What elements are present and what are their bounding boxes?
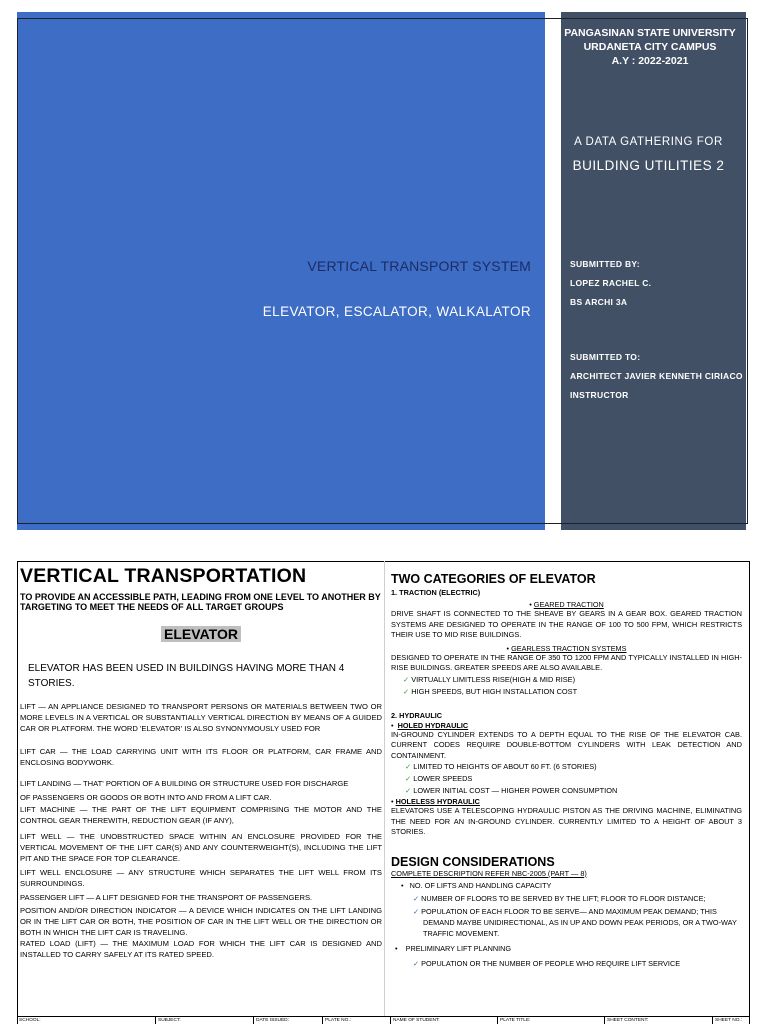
instructor-name: ARCHITECT JAVIER KENNETH CIRIACO	[570, 371, 743, 381]
strip-student-name: NAME OF STUDENT:	[393, 1018, 440, 1023]
definition-landing-2: OF PASSENGERS OR GOODS OR BOTH INTO AND FROM A LIFT CAR.	[20, 793, 272, 802]
instructor-role: INSTRUCTOR	[570, 390, 629, 400]
geared-label: GEARED TRACTION	[533, 600, 604, 609]
holeless-label-row: • HOLELESS HYDRAULIC	[391, 797, 480, 806]
definition-landing-1: LIFT LANDING — THAT' PORTION OF A BUILDING OR STRUCTURE USED FOR DISCHARGE	[20, 779, 349, 788]
strip-date-issued: DATE ISSUED:	[256, 1018, 289, 1023]
check-icon: ✓	[405, 774, 412, 783]
title-strip-line	[17, 1016, 750, 1017]
elevator-heading-wrap	[20, 626, 382, 644]
definition-lift: LIFT — AN APPLIANCE DESIGNED TO TRANSPORT PERSONS OR MATERIALS BETWEEN TWO OR MORE LEVELS IN A VERTICAL OR SUBSTANTIALLY VERTICAL DIRECTION BY MEANS OF A GUIDED CAR OR PLATFORM. THE WORD 'ELEVATOR' IS ALSO SYNONYMOUSLY USED FOR	[20, 702, 382, 733]
strip-separator	[497, 1016, 498, 1024]
definition-passenger-lift: PASSENGER LIFT — A LIFT DESIGNED FOR THE TRANSPORT OF PASSENGERS.	[20, 893, 313, 902]
definition-indicator: POSITION AND/OR DIRECTION INDICATOR — A DEVICE WHICH INDICATES ON THE LIFT LANDING OR IN THE LIFT CAR OR BOTH, THE POSITION OF CAR IN THE LIFT WELL OR THE DIRECTION OR BOTH IN WHICH THE LIFT CAR IS TRAVELING.	[20, 906, 382, 937]
strip-separator	[253, 1016, 254, 1024]
check-icon: ✓	[413, 893, 420, 903]
definition-well-enclosure: LIFT WELL ENCLOSURE — ANY STRUCTURE WHICH SEPARATES THE LIFT WELL FROM ITS SURROUNDINGS.	[20, 868, 382, 888]
definition-lift-car: LIFT CAR — THE LOAD CARRYING UNIT WITH ITS FLOOR OR PLATFORM, CAR FRAME AND ENCLOSING BODYWORK.	[20, 747, 382, 767]
holed-check-2: ✓ LOWER SPEEDS	[405, 774, 473, 783]
submitted-by-label: SUBMITTED BY:	[570, 259, 640, 269]
strip-sheet-content: SHEET CONTENT:	[607, 1018, 649, 1023]
gearless-check-2: ✓ HIGH SPEEDS, BUT HIGH INSTALLATION COST	[403, 686, 578, 696]
elevator-heading: ELEVATOR	[161, 626, 241, 642]
campus-name: URDANETA CITY CAMPUS	[583, 41, 717, 53]
gathering-line-2: BUILDING UTILITIES 2	[572, 158, 725, 173]
holed-label: HOLED HYDRAULIC	[397, 720, 469, 730]
plate-left-column	[20, 565, 382, 960]
column-divider	[384, 561, 385, 1016]
gathering-line-1: A DATA GATHERING FOR	[574, 136, 723, 148]
plate-right-column	[391, 572, 742, 969]
submitted-to-label: SUBMITTED TO:	[570, 352, 641, 362]
holed-check-1: ✓ LIMITED TO HEIGHTS OF ABOUT 60 FT. (6 STORIES)	[405, 762, 597, 771]
design-check-2: ✓ POPULATION OF EACH FLOOR TO BE SERVE— AND MAXIMUM PEAK DEMAND; THIS DEMAND MAYBE UNIDIRECTIONAL, AS IN UP AND DOWN PEAK PERIODS, OR A TWO-WAY TRAFFIC MOVEMENT.	[413, 906, 737, 938]
definition-lift-well: LIFT WELL — THE UNOBSTRUCTED SPACE WITHIN AN ENCLOSURE PROVIDED FOR THE VERTICAL MOVEMENT OF THE LIFT CAR(S) AND ANY COUNTERWEIGHT(S), INCLUDING THE LIFT PIT AND THE SPACE FOR TOP CLEARANCE.	[20, 832, 382, 863]
hydraulic-label: 2. HYDRAULIC	[391, 710, 443, 720]
traction-label: 1. TRACTION (ELECTRIC)	[391, 588, 481, 597]
holed-text: IN-GROUND CYLINDER EXTENDS TO A DEPTH EQUAL TO THE RISE OF THE ELEVATOR CAB. CURRENT CODES REQUIRE DOUBLE-BOTTOM CYLINDERS WITH LEAK DETECTION AND CONTAINMENT.	[391, 729, 742, 760]
strip-separator	[712, 1016, 713, 1024]
cover-title: VERTICAL TRANSPORT SYSTEM	[307, 258, 531, 274]
check-icon: ✓	[413, 958, 420, 968]
geared-label-row: • GEARED TRACTION	[529, 600, 604, 609]
geared-text: DRIVE SHAFT IS CONNECTED TO THE SHEAVE BY GEARS IN A GEAR BOX. GEARED TRACTION SYSTEMS ARE DESIGNED TO OPERATE IN THE RANGE OF 100 TO 500 FPM, WHICH RESTRICTS THEIR USE TO MID RISE BUILDINGS.	[391, 609, 742, 639]
gearless-label: GEARLESS TRACTION SYSTEMS	[511, 643, 627, 653]
student-section: BS ARCHI 3A	[570, 297, 628, 307]
design-item-1: • NO. OF LIFTS AND HANDLING CAPACITY	[401, 880, 552, 890]
elevator-usage-note: ELEVATOR HAS BEEN USED IN BUILDINGS HAVING MORE THAN 4 STORIES.	[28, 663, 345, 689]
categories-title: TWO CATEGORIES OF ELEVATOR	[391, 572, 596, 586]
design-check-1: ✓ NUMBER OF FLOORS TO BE SERVED BY THE LIFT; FLOOR TO FLOOR DISTANCE;	[413, 893, 706, 903]
design-item-2: • PRELIMINARY LIFT PLANNING	[395, 943, 512, 953]
holed-check-3: ✓ LOWER INITIAL COST — HIGHER POWER CONSUMPTION	[405, 786, 618, 795]
check-icon: ✓	[405, 786, 412, 795]
plate-title: VERTICAL TRANSPORTATION	[20, 565, 307, 587]
definition-rated-load: RATED LOAD (LIFT) — THE MAXIMUM LOAD FOR WHICH THE LIFT CAR IS DESIGNED AND INSTALLED TO CARRY SAFELY AT ITS RATED SPEED.	[20, 939, 382, 959]
holeless-text: ELEVATORS USE A TELESCOPING HYDRAULIC PISTON AS THE DRIVING MACHINE, ELIMINATING THE NEED FOR AN IN-GROUND CYLINDER. CURRENTLY LIMITED TO A HEIGHT OF ABOUT 3 STORIES.	[391, 806, 742, 836]
university-block	[561, 26, 739, 68]
check-icon: ✓	[405, 762, 412, 771]
student-name: LOPEZ RACHEL C.	[570, 278, 652, 288]
strip-separator	[604, 1016, 605, 1024]
academic-year: A.Y : 2022-2021	[611, 55, 689, 67]
strip-separator	[390, 1016, 391, 1024]
holed-label-row: • HOLED HYDRAULIC	[391, 720, 469, 730]
university-name: PANGASINAN STATE UNIVERSITY	[564, 27, 736, 39]
strip-separator	[322, 1016, 323, 1024]
strip-subject: SUBJECT:	[158, 1018, 181, 1023]
check-icon: ✓	[413, 906, 420, 916]
strip-sheet-no: SHEET NO.:	[715, 1018, 743, 1023]
design-reference: COMPLETE DESCRIPTION REFER NBC-2005 (PART — 8)	[391, 868, 587, 878]
holeless-label: HOLELESS HYDRAULIC	[395, 797, 480, 806]
check-icon: ✓	[403, 686, 410, 696]
gearless-label-row: • GEARLESS TRACTION SYSTEMS	[506, 643, 627, 653]
definition-lift-machine: LIFT MACHINE — THE PART OF THE LIFT EQUIPMENT COMPRISING THE MOTOR AND THE CONTROL GEAR THEREWITH, REDUCTION GEAR (IF ANY),	[20, 805, 382, 825]
design-title: DESIGN CONSIDERATIONS	[391, 854, 555, 869]
cover-subtitle: ELEVATOR, ESCALATOR, WALKALATOR	[262, 304, 531, 319]
strip-school: SCHOOL:	[19, 1018, 41, 1023]
plate-intro: TO PROVIDE AN ACCESSIBLE PATH, LEADING FROM ONE LEVEL TO ANOTHER BY TARGETING TO MEET THE NEEDS OF ALL TARGET GROUPS	[20, 592, 381, 612]
strip-plate-no: PLATE NO.:	[325, 1018, 352, 1023]
gearless-text: DESIGNED TO OPERATE IN THE RANGE OF 350 TO 1200 FPM AND TYPICALLY INSTALLED IN HIGH-RISE BUILDINGS. GREATER SPEEDS ARE ALSO AVAILABLE.	[391, 652, 742, 672]
strip-separator	[155, 1016, 156, 1024]
check-icon: ✓	[403, 674, 410, 684]
gearless-check-1: ✓ VIRTUALLY LIMITLESS RISE(HIGH & MID RISE)	[403, 674, 576, 684]
design-check-3: ✓ POPULATION OR THE NUMBER OF PEOPLE WHO REQUIRE LIFT SERVICE	[413, 958, 681, 968]
strip-plate-title: PLATE TITLE:	[500, 1018, 531, 1023]
